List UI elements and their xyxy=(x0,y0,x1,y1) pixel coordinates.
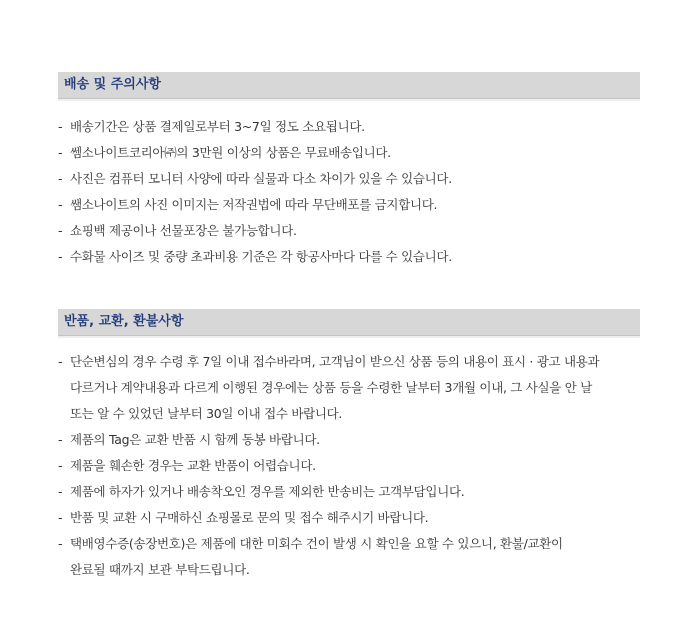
list-item xyxy=(58,244,640,270)
bullet-dash: - xyxy=(58,458,63,473)
returns-policy-list xyxy=(58,349,640,583)
list-item xyxy=(58,218,640,244)
bullet-dash: - xyxy=(58,171,63,186)
list-item xyxy=(58,479,640,505)
item-text: 반품 및 교환 시 구매하신 쇼핑몰로 문의 및 접수 해주시기 바랍니다. xyxy=(70,510,429,525)
shipping-notice-section xyxy=(58,72,640,270)
bullet-dash: - xyxy=(58,119,63,134)
item-text-line: 또는 알 수 있었던 날부터 30일 이내 접수 바랍니다. xyxy=(70,406,343,421)
item-text: 제품에 하자가 있거나 배송착오인 경우를 제외한 반송비는 고객부담입니다. xyxy=(70,484,465,499)
item-text: 쌤소나이트의 사진 이미지는 저작권법에 따라 무단배포를 금지합니다. xyxy=(70,197,438,212)
returns-policy-section xyxy=(58,309,640,583)
item-text-line: 단순변심의 경우 수령 후 7일 이내 접수바라며, 고객님이 받으신 상품 등의 내용이 표시 · 광고 내용과 xyxy=(70,354,600,369)
item-text: 배송기간은 상품 결제일로부터 3~7일 정도 소요됩니다. xyxy=(70,119,365,134)
list-item xyxy=(58,453,640,479)
list-item xyxy=(58,505,640,531)
list-item xyxy=(58,427,640,453)
item-text: 쎔소나이트코리아㈜의 3만원 이상의 상품은 무료배송입니다. xyxy=(70,145,391,160)
item-text: 수화물 사이즈 및 중량 초과비용 기준은 각 항공사마다 다를 수 있습니다. xyxy=(70,249,452,264)
list-item xyxy=(58,531,640,583)
item-text-line: 완료될 때까지 보관 부탁드립니다. xyxy=(70,562,250,577)
list-item xyxy=(58,114,640,140)
bullet-dash: - xyxy=(58,145,63,160)
bullet-dash: - xyxy=(58,249,63,264)
bullet-dash: - xyxy=(58,354,63,369)
bullet-dash: - xyxy=(58,432,63,447)
item-text: 쇼핑백 제공이나 선물포장은 불가능합니다. xyxy=(70,223,297,238)
item-text: 제품을 훼손한 경우는 교환 반품이 어렵습니다. xyxy=(70,458,316,473)
item-text-line: 택배영수증(송장번호)은 제품에 대한 미회수 건이 발생 시 확인을 요할 수 있으니, 환불/교환이 xyxy=(70,536,563,551)
list-item xyxy=(58,166,640,192)
bullet-dash: - xyxy=(58,197,63,212)
shipping-notice-list xyxy=(58,114,640,270)
bullet-dash: - xyxy=(58,510,63,525)
item-text: 제품의 Tag은 교환 반품 시 함께 동봉 바랍니다. xyxy=(70,432,320,447)
bullet-dash: - xyxy=(58,484,63,499)
bullet-dash: - xyxy=(58,536,63,551)
bullet-dash: - xyxy=(58,223,63,238)
list-item xyxy=(58,192,640,218)
list-item xyxy=(58,140,640,166)
shipping-notice-title: 배송 및 주의사항 xyxy=(58,72,640,99)
item-text: 사진은 컴퓨터 모니터 사양에 따라 실물과 다소 차이가 있을 수 있습니다. xyxy=(70,171,452,186)
item-text-line: 다르거나 계약내용과 다르게 이행된 경우에는 상품 등을 수령한 날부터 3개월 이내, 그 사실을 안 날 xyxy=(70,380,592,395)
returns-policy-title: 반품, 교환, 환불사항 xyxy=(58,309,640,336)
list-item xyxy=(58,349,640,427)
